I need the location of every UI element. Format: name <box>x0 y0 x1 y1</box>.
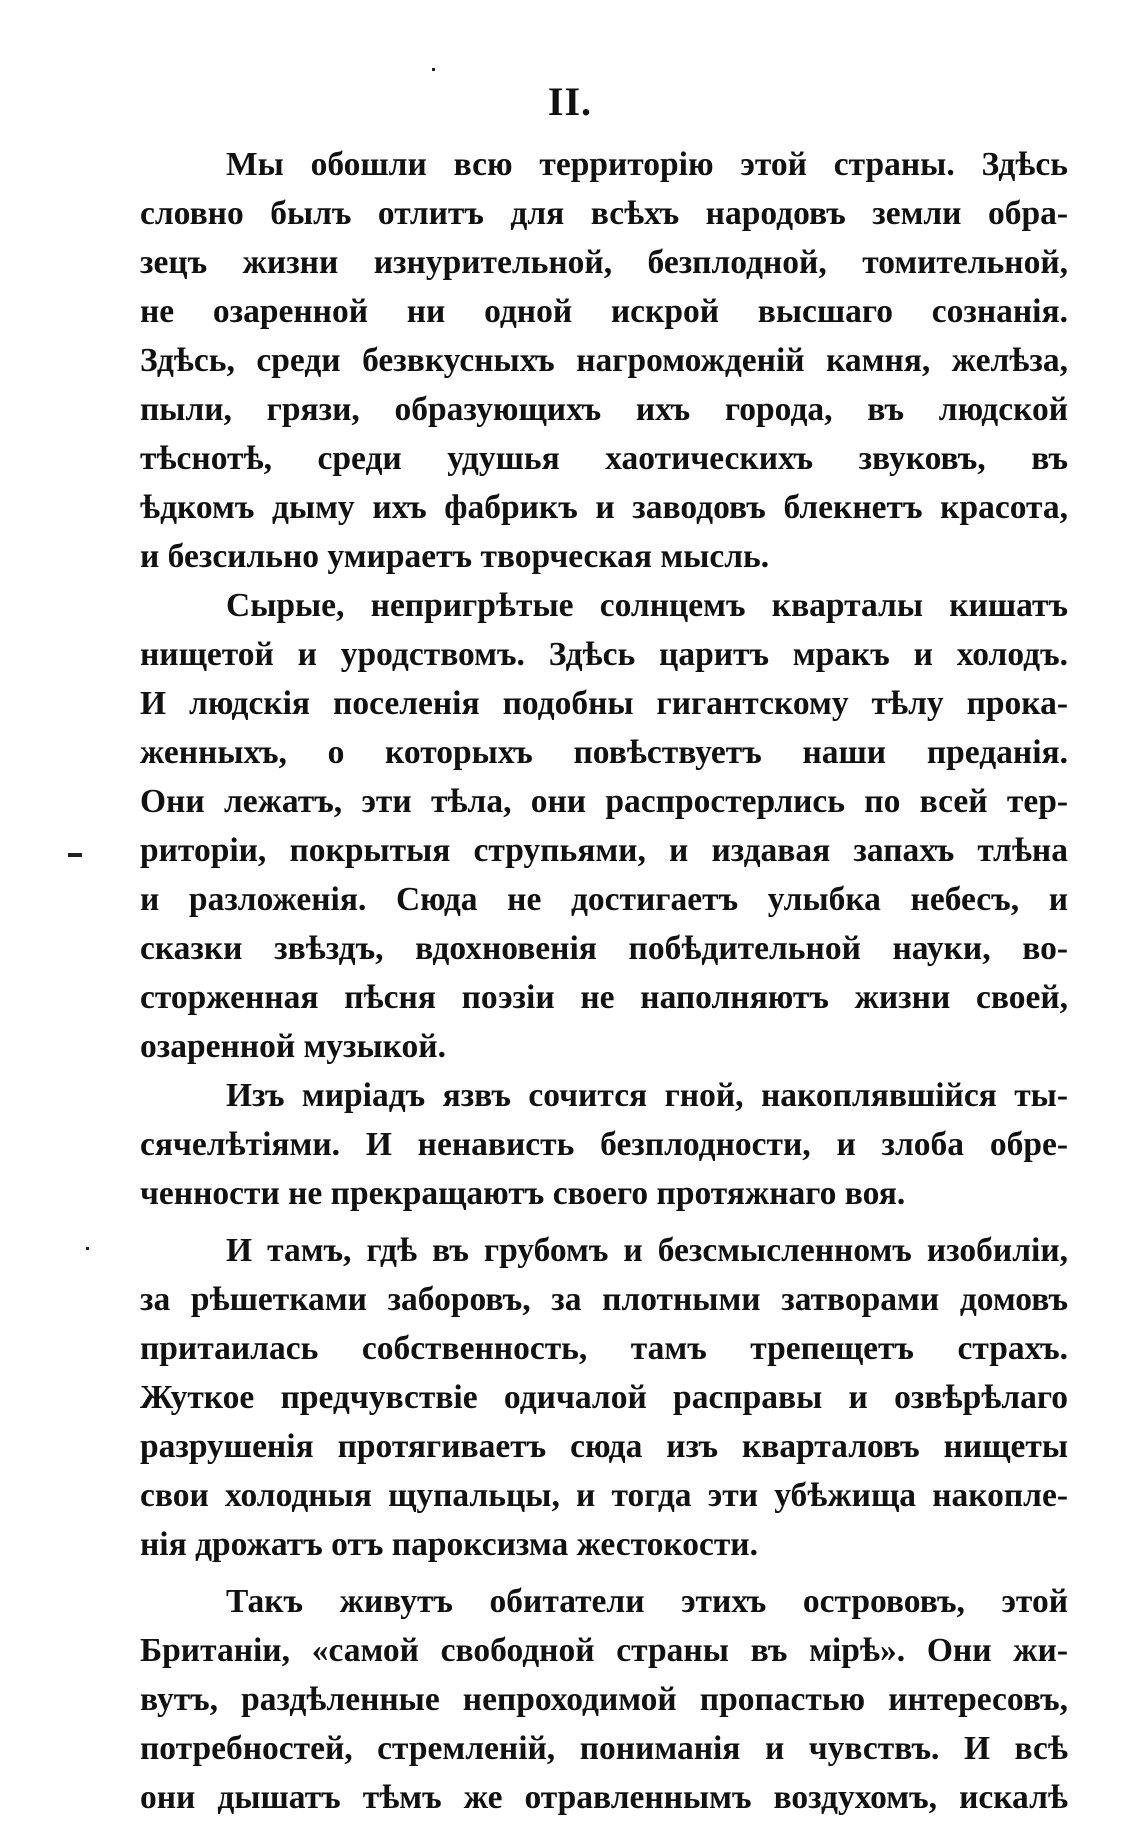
page-body <box>140 140 1068 1822</box>
paragraph-5 <box>140 1577 1068 1822</box>
text-line: сячелѣтіями. И ненависть безплодности, и злоба обре- <box>140 1126 1068 1163</box>
text-line: Британіи, «самой свободной страны въ мірѣ». Они жи- <box>140 1632 1068 1669</box>
text-line: они дышатъ тѣмъ же отравленнымъ воздухомъ, искалѣ <box>140 1779 1068 1816</box>
text-line: сторженная пѣсня поэзіи не наполняютъ жизни своей, <box>140 979 1068 1016</box>
print-speck <box>86 1247 89 1250</box>
text-line: Здѣсь, среди безвкусныхъ нагроможденій камня, желѣза, <box>140 342 1068 379</box>
text-line: И тамъ, гдѣ въ грубомъ и безсмысленномъ изобиліи, <box>226 1232 1068 1269</box>
text-line: Мы обошли всю территорію этой страны. Здѣсь <box>226 146 1068 183</box>
text-line: пыли, грязи, образующихъ ихъ города, въ людской <box>140 391 1068 428</box>
text-line: ченности не прекращаютъ своего протяжнаго воя. <box>140 1175 906 1212</box>
text-line: притаилась собственность, тамъ трепещетъ страхъ. <box>140 1330 1068 1367</box>
text-line: Они лежатъ, эти тѣла, они распростерлись по всей тер- <box>140 783 1068 820</box>
text-line: словно былъ отлитъ для всѣхъ народовъ земли обра- <box>140 195 1068 232</box>
paragraph-3 <box>140 1071 1068 1218</box>
chapter-heading: II. <box>547 79 593 124</box>
paragraph-4 <box>140 1226 1068 1569</box>
text-line: вутъ, раздѣленные непроходимой пропастью интересовъ, <box>140 1681 1068 1718</box>
paragraph-2 <box>140 581 1068 1071</box>
text-line: тѣснотѣ, среди удушья хаотическихъ звуковъ, въ <box>140 440 1068 477</box>
print-speck <box>68 853 82 857</box>
text-line: Изъ миріадъ язвъ сочится гной, накоплявшійся ты- <box>226 1077 1068 1114</box>
print-speck <box>432 68 435 71</box>
text-line: разрушенія протягиваетъ сюда изъ кварталовъ нищеты <box>140 1428 1068 1465</box>
text-line: зецъ жизни изнурительной, безплодной, томительной, <box>140 244 1068 281</box>
text-line: Такъ живутъ обитатели этихъ острововъ, этой <box>226 1583 1068 1620</box>
text-line: сказки звѣздъ, вдохновенія побѣдительной науки, во- <box>140 930 1068 967</box>
text-line: ѣдкомъ дыму ихъ фабрикъ и заводовъ блекнетъ красота, <box>140 489 1068 526</box>
text-line: не озаренной ни одной искрой высшаго сознанія. <box>140 293 1068 330</box>
paragraph-1 <box>140 140 1068 581</box>
text-line: нищетой и уродствомъ. Здѣсь царитъ мракъ и холодъ. <box>140 636 1068 673</box>
text-line: озаренной музыкой. <box>140 1028 446 1065</box>
text-line: и безсильно умираетъ творческая мысль. <box>140 538 770 575</box>
text-line: женныхъ, о которыхъ повѣствуетъ наши преданія. <box>140 734 1068 771</box>
text-line: потребностей, стремленій, пониманія и чувствъ. И всѣ <box>140 1730 1068 1767</box>
text-line: И людскія поселенія подобны гигантскому тѣлу прока- <box>140 685 1068 722</box>
text-line: и разложенія. Сюда не достигаетъ улыбка небесъ, и <box>140 881 1068 918</box>
text-line: Жуткое предчувствіе одичалой расправы и озвѣрѣлаго <box>140 1379 1068 1416</box>
text-line: Сырые, непригрѣтые солнцемъ кварталы кишатъ <box>226 587 1068 624</box>
text-line: за рѣшетками заборовъ, за плотными затворами домовъ <box>140 1281 1068 1318</box>
text-line: нія дрожатъ отъ пароксизма жестокости. <box>140 1526 758 1563</box>
text-line: свои холодныя щупальцы, и тогда эти убѣжища накопле- <box>140 1477 1068 1514</box>
text-line: риторіи, покрытыя струпьями, и издавая запахъ тлѣна <box>140 832 1068 869</box>
